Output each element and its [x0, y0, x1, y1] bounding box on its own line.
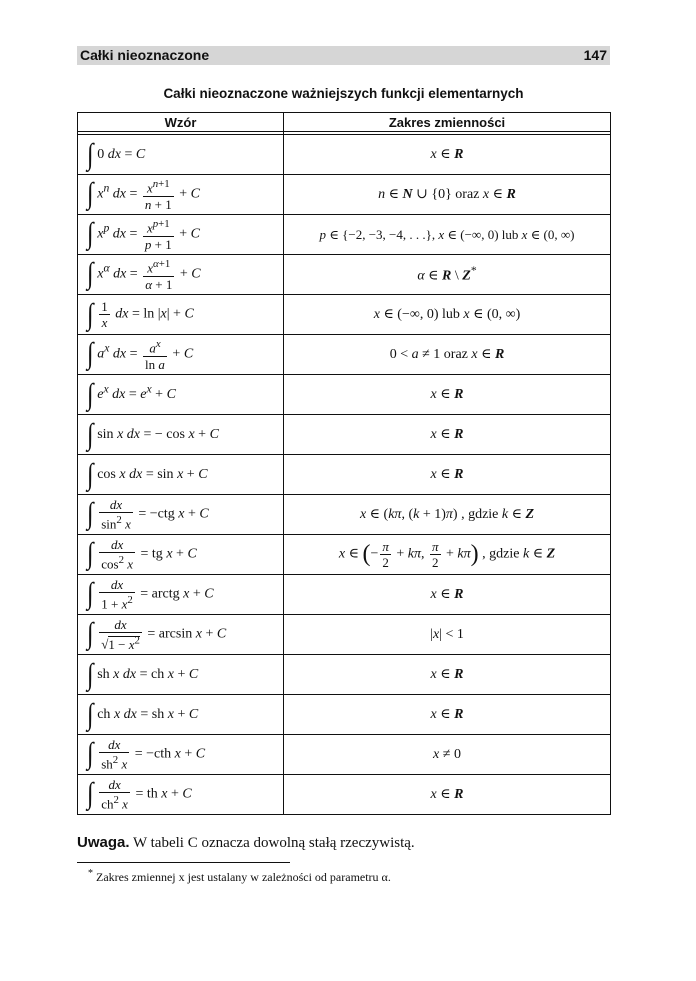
note-text: W tabeli C oznacza dowolną stałą rzeczywistą. [133, 835, 415, 851]
formula-cell: ∫ sin x dx = − cos x + C [78, 415, 284, 455]
section-title: Całki nieoznaczone [80, 47, 210, 63]
table-row [78, 375, 611, 415]
table-row [78, 575, 611, 615]
table-row [78, 135, 611, 175]
table-header-row [78, 113, 611, 132]
domain-cell: n ∈ N ∪ {0} oraz x ∈ R [284, 175, 611, 215]
formula-cell: ∫ 0 dx = C [78, 135, 284, 175]
formula-cell: ∫ $x^\alpha$ dx = $\frac{x^{\alpha+1}}{\alpha + 1}$ + C [78, 255, 284, 295]
table-row [78, 415, 611, 455]
table-row [78, 335, 611, 375]
domain-cell: x ∈ (− $\frac{\pi}{2}$ + kπ, $\frac{\pi}{2}$ + kπ) , gdzie k ∈ Z [284, 535, 611, 575]
table-row [78, 615, 611, 655]
domain-cell: x ∈ R [284, 695, 611, 735]
domain-cell: x ∈ R [284, 775, 611, 815]
domain-cell: α ∈ R \ Z* [284, 255, 611, 295]
formula-cell: ∫ sh x dx = ch x + C [78, 655, 284, 695]
note-label: Uwaga. [77, 834, 130, 851]
page-header [77, 46, 610, 65]
table-row [78, 775, 611, 815]
table-row [78, 255, 611, 295]
note [77, 834, 415, 852]
column-header-domain: Zakres zmienności [284, 113, 611, 132]
formula-cell: ∫ $\frac{dx}{ch^2 x}$ = th x + C [78, 775, 284, 815]
formula-cell: ∫ $\frac{1}{x}$ dx = ln |x| + C [78, 295, 284, 335]
formula-cell: ∫ cos x dx = sin x + C [78, 455, 284, 495]
table-row [78, 495, 611, 535]
formula-cell: ∫ $e^x$ dx = $e^x + C$ [78, 375, 284, 415]
table-row [78, 295, 611, 335]
footnote [88, 868, 391, 885]
domain-cell: x ∈ R [284, 575, 611, 615]
formula-cell: ∫ $\frac{dx}{√1 - x^2}$ = arcsin x + C [78, 615, 284, 655]
page-number: 147 [583, 47, 607, 63]
domain-cell: p ∈ {−2, −3, −4, . . .}, x ∈ (−∞, 0) lub x ∈ (0, ∞) [284, 215, 611, 255]
formula-cell: ∫ $\frac{dx}{sh^2 x}$ = −cth x + C [78, 735, 284, 775]
domain-cell: x ≠ 0 [284, 735, 611, 775]
table-row [78, 455, 611, 495]
domain-cell: x ∈ R [284, 135, 611, 175]
table-row [78, 655, 611, 695]
domain-cell: |x| < 1 [284, 615, 611, 655]
formula-cell: ∫ $x^p$ dx = $\frac{x^{p+1}}{p + 1}$ + C [78, 215, 284, 255]
column-header-formula: Wzór [78, 113, 284, 132]
domain-cell: x ∈ (kπ, (k + 1)π) , gdzie k ∈ Z [284, 495, 611, 535]
formula-cell: ∫ $\frac{dx}{1 + x^2}$ = arctg x + C [78, 575, 284, 615]
formula-cell: ∫ $a^x$ dx = $\frac{a^x}{\text{ln a}}$ + C [78, 335, 284, 375]
formula-cell: ∫ $\frac{dx}{\sin^2 x}$ = −ctg x + C [78, 495, 284, 535]
formula-cell: ∫ ch x dx = sh x + C [78, 695, 284, 735]
domain-cell: 0 < a ≠ 1 oraz x ∈ R [284, 335, 611, 375]
formula-cell: ∫ $\frac{dx}{\cos^2 x}$ = tg x + C [78, 535, 284, 575]
table-row [78, 175, 611, 215]
domain-cell: x ∈ R [284, 655, 611, 695]
table-row [78, 535, 611, 575]
footnote-text: Zakres zmiennej x jest ustalany w zależności od parametru α. [96, 870, 391, 884]
table-title: Całki nieoznaczone ważniejszych funkcji elementarnych [163, 86, 524, 101]
domain-cell: x ∈ R [284, 455, 611, 495]
integrals-table [77, 112, 611, 815]
domain-cell: x ∈ (−∞, 0) lub x ∈ (0, ∞) [284, 295, 611, 335]
footnote-divider [77, 862, 290, 863]
domain-cell: x ∈ R [284, 415, 611, 455]
table-row [78, 735, 611, 775]
footnote-mark: * [88, 868, 93, 879]
domain-cell: x ∈ R [284, 375, 611, 415]
table-row [78, 695, 611, 735]
formula-cell: ∫ $x^n$ dx = $\frac{x^{n+1}}{n + 1}$ + C [78, 175, 284, 215]
table-row [78, 215, 611, 255]
